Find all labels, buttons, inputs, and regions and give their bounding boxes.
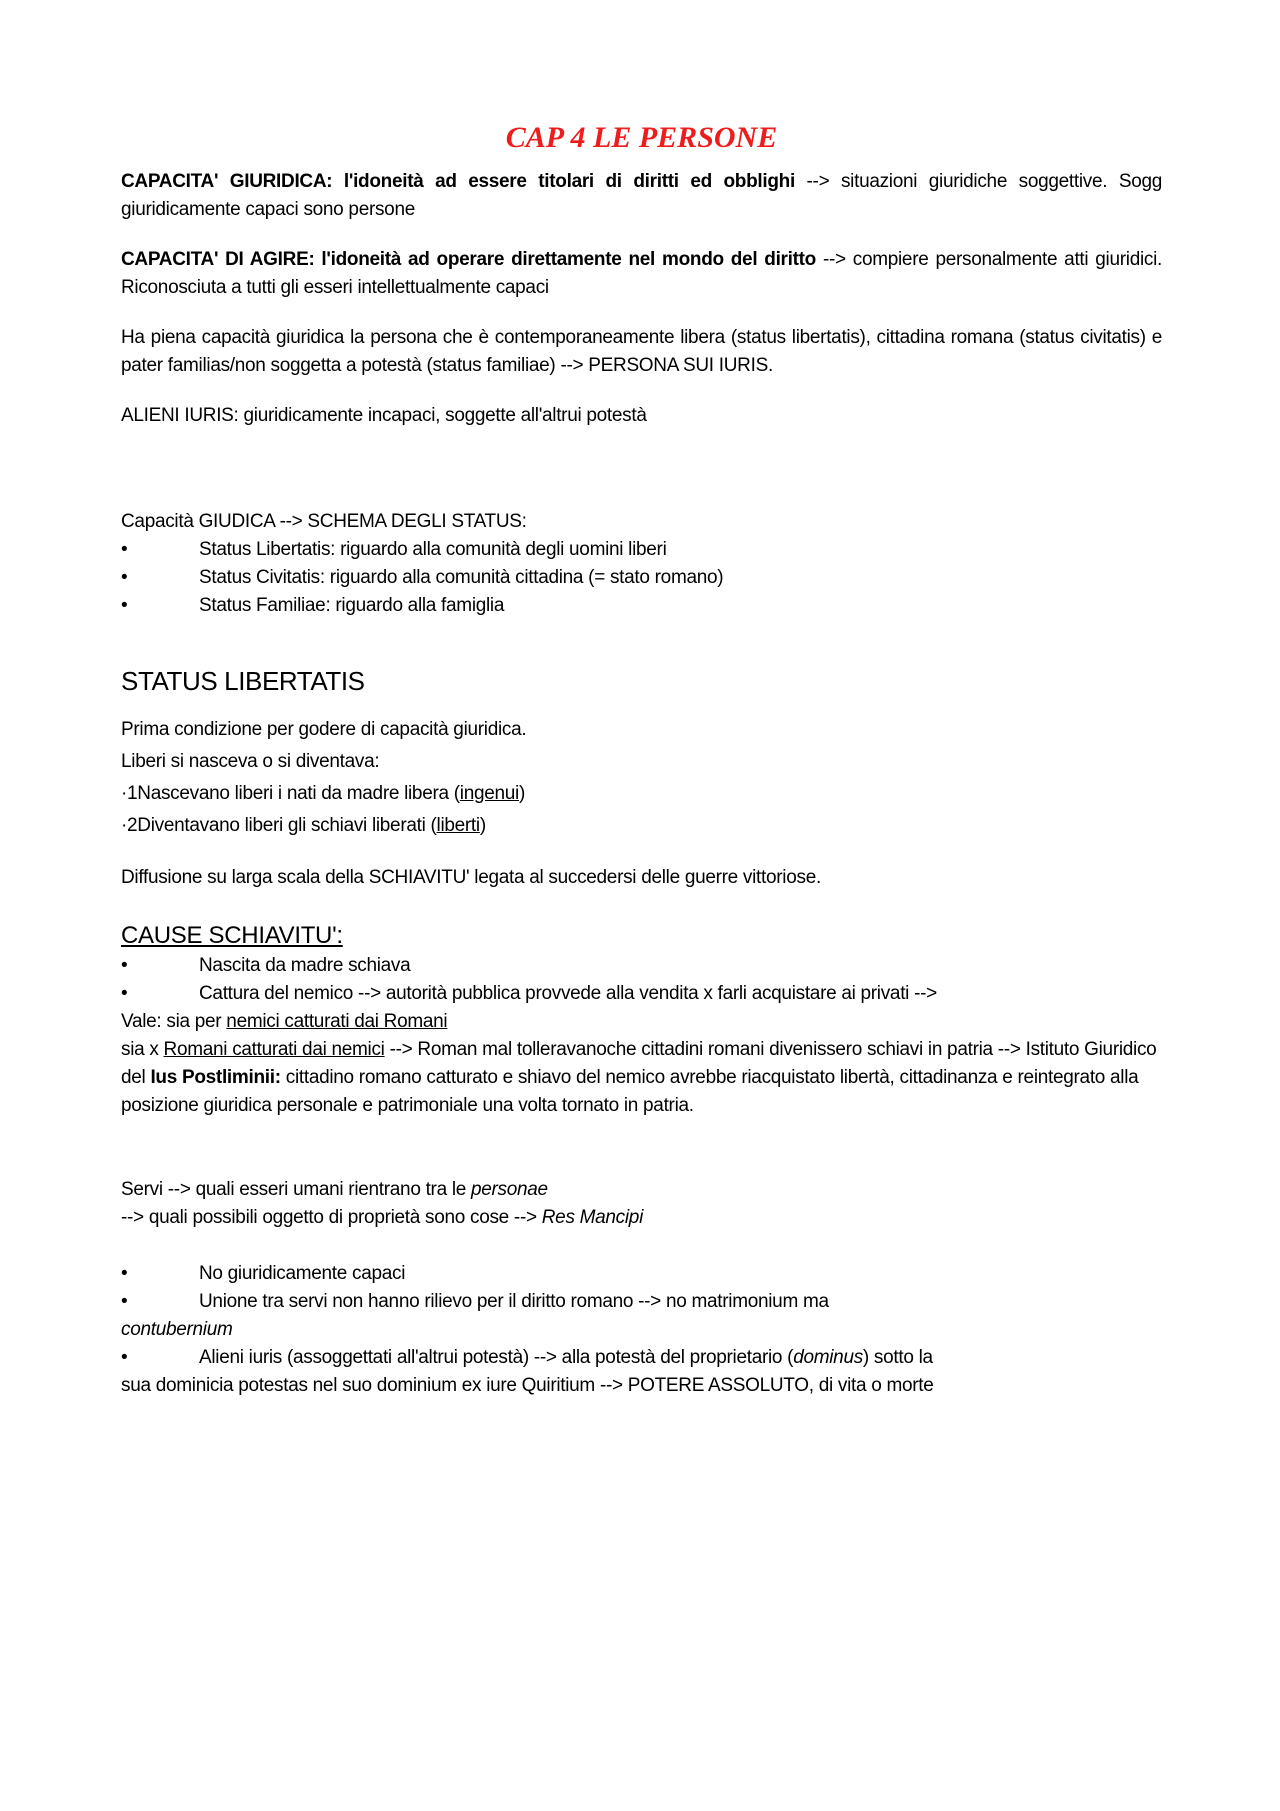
servi-block [121, 1176, 1162, 1400]
list-item: • Status Familiae: riguardo alla famiglia [121, 592, 1162, 620]
bullet-icon: • [121, 567, 128, 588]
servi-line: Servi --> quali esseri umani rientrano tra le personae [121, 1179, 548, 1200]
alieni-iuris-paragraph: ALIENI IURIS: giuridicamente incapaci, soggette all'altrui potestà [121, 405, 647, 426]
bullet-icon: • [121, 955, 128, 976]
bullet-icon: • [121, 983, 128, 1004]
ius-postliminii-paragraph: sia x Romani catturati dai nemici --> Roman mal tolleravanoche cittadini romani divenissero schiavi in patria --> Istituto Giuridico del Ius Postliminii: cittadino romano catturato e shiavo del nemico avrebbe riacquistato libertà, cittadinanza e reintegrato alla posizione giuridica personale e patrimoniale una volta tornato in patria. [121, 1039, 1157, 1116]
status-libertatis-block [121, 714, 1162, 892]
bullet-icon: • [121, 1263, 128, 1284]
cause-schiavitu-heading: CAUSE SCHIAVITU': [121, 922, 343, 949]
list-item: • Cattura del nemico --> autorità pubblica provvede alla vendita x farli acquistare ai privati --> [121, 980, 1162, 1008]
numbered-item: ·2Diventavano liberi gli schiavi liberati (liberti) [121, 815, 486, 836]
diffusione-paragraph: Diffusione su larga scala della SCHIAVITU' legata al succedersi delle guerre vittoriose. [121, 867, 821, 888]
list-item: • Status Libertatis: riguardo alla comunità degli uomini liberi [121, 536, 1162, 564]
bullet-icon: • [121, 1291, 128, 1312]
list-item-continuation: contubernium [121, 1319, 233, 1340]
libertatis-line: Liberi si nasceva o si diventava: [121, 751, 380, 772]
schema-intro: Capacità GIUDICA --> SCHEMA DEGLI STATUS: [121, 511, 527, 532]
list-item-continuation: sua dominicia potestas nel suo dominium ex iure Quiritium --> POTERE ASSOLUTO, di vita o morte [121, 1375, 934, 1396]
cause-schiavitu-block [121, 920, 1162, 1120]
bullet-icon: • [121, 539, 128, 560]
bullet-icon: • [121, 1347, 128, 1368]
numbered-item: ·1Nascevano liberi i nati da madre libera (ingenui) [121, 783, 525, 804]
piena-capacita-paragraph: Ha piena capacità giuridica la persona che è contemporaneamente libera (status libertatis), cittadina romana (status civitatis) e pater familias/non soggetta a potestà (status familiae) --> PERSONA SUI IURIS. [121, 327, 1162, 376]
list-item: • Status Civitatis: riguardo alla comunità cittadina (= stato romano) [121, 564, 1162, 592]
list-item: • Unione tra servi non hanno rilievo per il diritto romano --> no matrimonium ma [121, 1288, 1162, 1316]
vale-line: Vale: sia per nemici catturati dai Romani [121, 1011, 448, 1032]
servi-list [121, 1260, 1162, 1400]
schema-status-block [121, 508, 1162, 620]
capacita-giuridica-paragraph: CAPACITA' GIURIDICA: l'idoneità ad essere titolari di diritti ed obblighi --> situazioni giuridiche soggettive. Sogg giuridicamente capaci sono persone [121, 171, 1163, 220]
bullet-icon: • [121, 595, 128, 616]
list-item: • Nascita da madre schiava [121, 952, 1162, 980]
document-body [121, 118, 1162, 1400]
libertatis-line: Prima condizione per godere di capacità giuridica. [121, 719, 527, 740]
section-heading-status-libertatis: STATUS LIBERTATIS [121, 666, 365, 696]
list-item: • Alieni iuris (assoggettati all'altrui potestà) --> alla potestà del proprietario (dominus) sotto la [121, 1344, 1162, 1372]
servi-line: --> quali possibili oggetto di proprietà sono cose --> Res Mancipi [121, 1207, 643, 1228]
page-title: CAP 4 LE PERSONE [505, 121, 778, 154]
capacita-agire-paragraph: CAPACITA' DI AGIRE: l'idoneità ad operare direttamente nel mondo del diritto --> compiere personalmente atti giuridici. Riconosciuta a tutti gli esseri intellettualmente capaci [121, 249, 1162, 298]
list-item: • No giuridicamente capaci [121, 1260, 1162, 1288]
